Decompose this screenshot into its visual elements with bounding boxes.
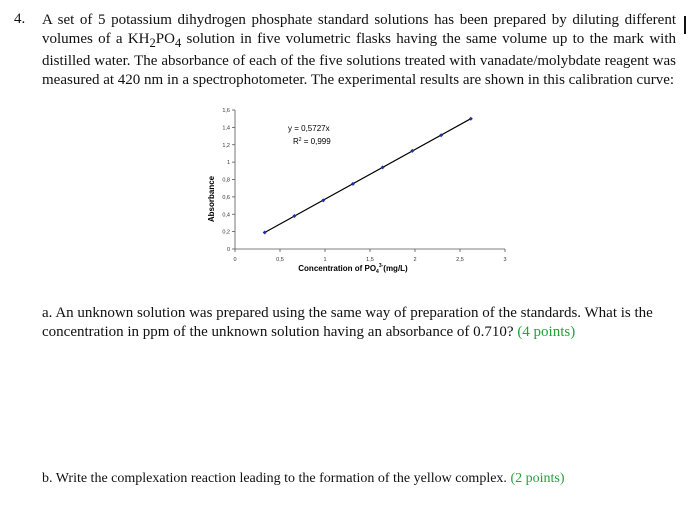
y-tick-labels [222, 108, 235, 253]
y-tick-label: 1,2 [222, 142, 230, 149]
y-tick-label: 1,4 [222, 125, 230, 132]
intro-text-1: A set of 5 potassium dihydrogen phosphate standard solutions has been prepared by diluting different volumes of a KH [42, 12, 676, 47]
part-a-question [42, 304, 678, 342]
question-number: 4. [14, 11, 26, 27]
intro-text-2: PO [155, 30, 175, 47]
part-a-text: a. An unknown solution was prepared using the same way of preparation of the standards. What is the concentration in ppm of the unknown solution having an absorbance of 0.710? [42, 305, 653, 340]
x-tick-label: 0,5 [276, 257, 284, 263]
x-tick-label: 2 [413, 257, 417, 263]
x-axis-label: Concentration of $PO_4^{3-}(mg/L)$ [298, 263, 408, 275]
x-tick-label: 1,5 [366, 257, 374, 263]
r-squared-label: $R^2 = 0,999$ [293, 137, 331, 146]
y-tick-label: 0,2 [222, 229, 230, 236]
y-tick-label: 0,4 [222, 212, 230, 219]
equation-label: y = 0,5727x [288, 124, 330, 133]
part-b-question [42, 471, 682, 487]
part-a-points: (4 points) [517, 324, 576, 340]
x-tick-label: 1 [323, 257, 327, 263]
x-tick-labels [233, 249, 506, 263]
y-tick-label: 1,6 [222, 108, 230, 114]
intro-text-3: solution in five volumetric flasks having the same volume up to the mark with distilled water. The absorbance of each of the five solutions treated with vanadate/molybdate reagent was measured at 420 nm in a spectrophotometer. The experimental results are shown in this calibration curve: [42, 30, 676, 88]
y-axis-label: Absorbance [207, 175, 216, 223]
subscript-2: 2 [149, 35, 156, 50]
part-b-points: (2 points) [510, 471, 565, 486]
subscript-4: 4 [174, 35, 182, 50]
calibration-chart [195, 100, 525, 280]
x-tick-label: 0 [233, 257, 237, 263]
x-tick-label: 2,5 [456, 257, 464, 263]
x-tick-label: 3 [503, 257, 507, 263]
y-tick-label: 1 [226, 160, 230, 167]
y-tick-label: 0,6 [222, 194, 230, 201]
text-cursor-bar [684, 16, 686, 34]
y-tick-label: 0 [226, 247, 230, 253]
y-tick-label: 0,8 [222, 177, 230, 184]
question-intro [42, 11, 676, 89]
chart-axes [235, 110, 505, 249]
part-b-text: b. Write the complexation reaction leading to the formation of the yellow complex. [42, 471, 511, 486]
